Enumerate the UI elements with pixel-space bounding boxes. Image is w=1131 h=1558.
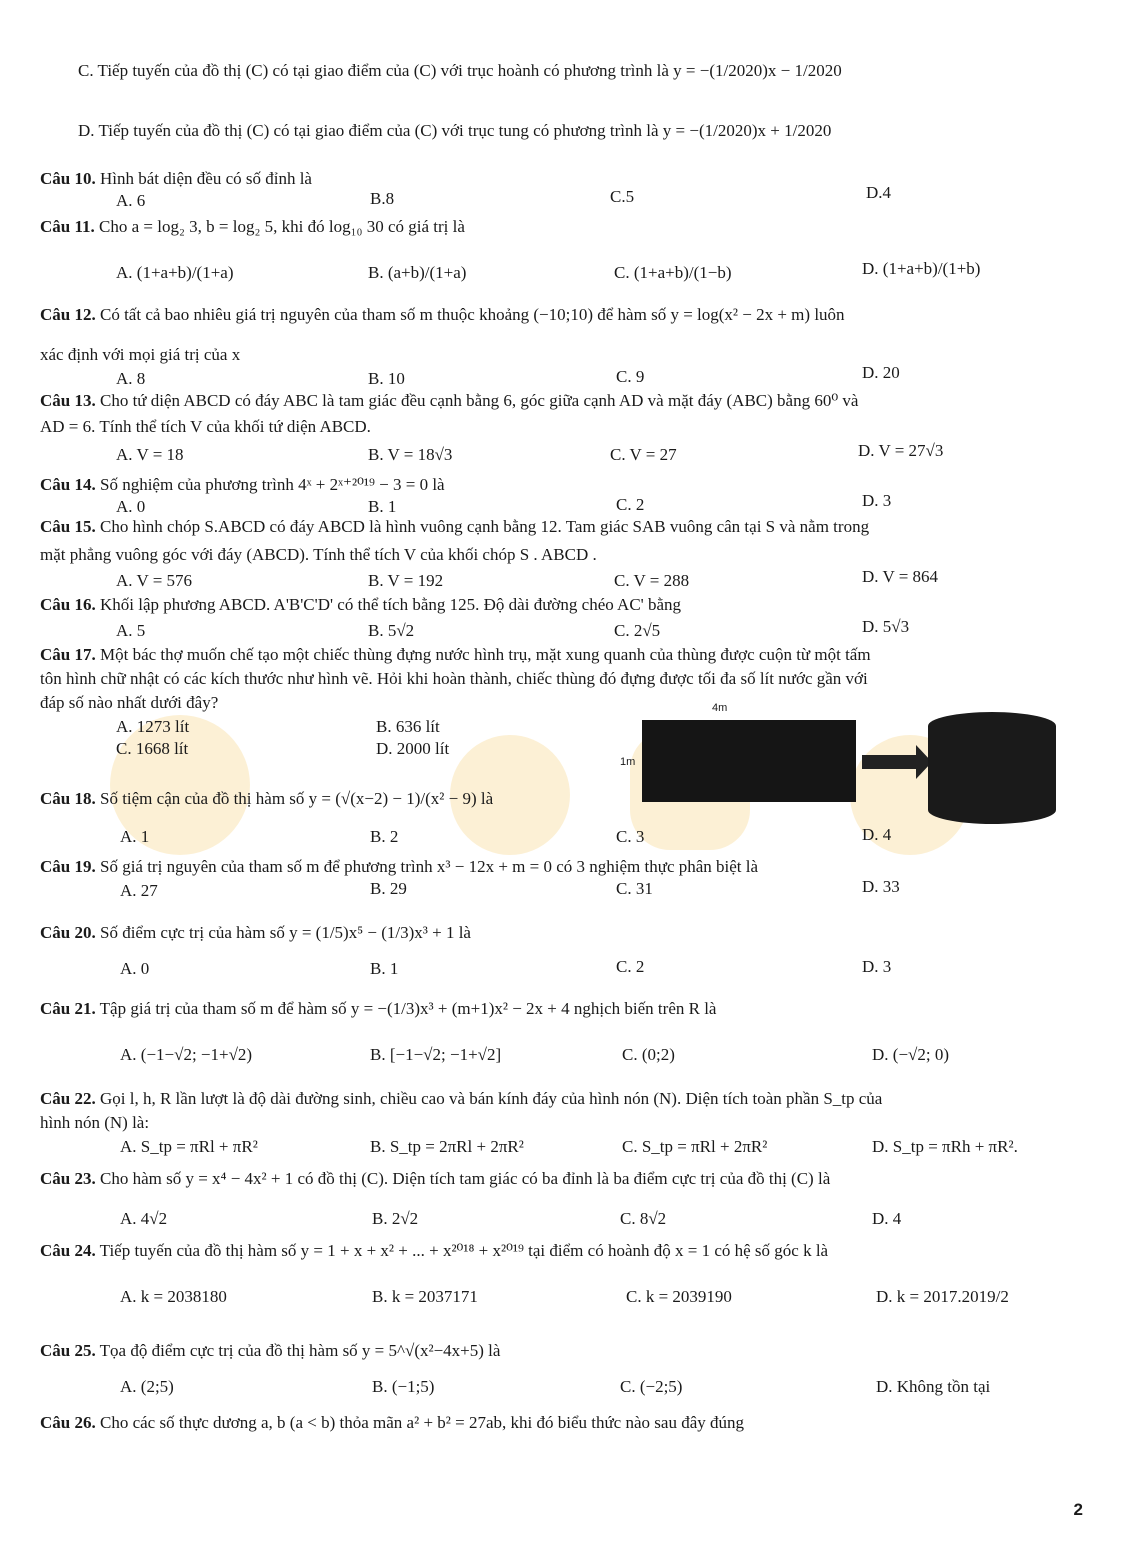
question-22-line-2: hình nón (N) là: xyxy=(40,1113,150,1132)
question-25: Câu 25. Tọa độ điểm cực trị của đồ thị hàm số y = 5^√(x²−4x+5) là xyxy=(40,1341,501,1360)
q16-option-d: D. 5√3 xyxy=(862,617,910,636)
question-14: Câu 14. Số nghiệm của phương trình 4ˣ + 2ˣ⁺²⁰¹⁹ − 3 = 0 là xyxy=(40,475,445,494)
question-number: Câu 25. xyxy=(40,1341,96,1360)
q19-option-c: C. 31 xyxy=(616,879,653,898)
question-number: Câu 23. xyxy=(40,1169,96,1188)
question-number: Câu 11. xyxy=(40,217,95,236)
question-13-line-2: AD = 6. Tính thể tích V của khối tứ diện ABCD. xyxy=(40,417,371,436)
q23-option-c: C. 8√2 xyxy=(620,1209,667,1228)
q10-option-b: B.8 xyxy=(370,189,395,208)
q12-option-a: A. 8 xyxy=(116,369,146,388)
question-number: Câu 22. xyxy=(40,1089,96,1108)
q18-option-c: C. 3 xyxy=(616,827,645,846)
question-21: Câu 21. Tập giá trị của tham số m để hàm số y = −(1/3)x³ + (m+1)x² − 2x + 4 nghịch biến trên R là xyxy=(40,999,717,1018)
q22-option-b: B. S_tp = 2πRl + 2πR² xyxy=(370,1137,524,1156)
question-18: Câu 18. Số tiệm cận của đồ thị hàm số y = (√(x−2) − 1)/(x² − 9) là xyxy=(40,789,494,808)
q24-option-d: D. k = 2017.2019/2 xyxy=(876,1287,1009,1306)
figure-height-label: 1m xyxy=(620,756,636,768)
q13-option-a: A. V = 18 xyxy=(116,445,184,464)
q20-option-b: B. 1 xyxy=(370,959,399,978)
q11-option-d: D. (1+a+b)/(1+b) xyxy=(862,259,981,278)
question-15-line-2: mặt phẳng vuông góc với đáy (ABCD). Tính thể tích V của khối chóp S . ABCD . xyxy=(40,545,597,564)
q14-option-a: A. 0 xyxy=(116,497,146,516)
q24-option-a: A. k = 2038180 xyxy=(120,1287,227,1306)
question-13-line-1: Câu 13. Cho tứ diện ABCD có đáy ABC là tam giác đều cạnh bằng 6, góc giữa cạnh AD và mặt đáy (ABC) bằng 60⁰ và xyxy=(40,391,859,410)
q14-option-b: B. 1 xyxy=(368,497,397,516)
q10-option-d: D.4 xyxy=(866,183,892,202)
q19-option-a: A. 27 xyxy=(120,881,158,900)
question-11: Câu 11. Cho a = log₂ 3, b = log₂ 5, khi đó log₁₀ 30 có giá trị là xyxy=(40,217,465,236)
q25-option-c: C. (−2;5) xyxy=(620,1377,683,1396)
q17-option-b: B. 636 lít xyxy=(376,717,440,736)
q12-option-d: D. 20 xyxy=(862,363,900,382)
q22-option-a: A. S_tp = πRl + πR² xyxy=(120,1137,258,1156)
q22-option-d: D. S_tp = πRh + πR². xyxy=(872,1137,1018,1156)
q10-option-c: C.5 xyxy=(610,187,635,206)
question-19: Câu 19. Số giá trị nguyên của tham số m để phương trình x³ − 12x + m = 0 có 3 nghiệm thực phân biệt là xyxy=(40,857,759,876)
question-26: Câu 26. Cho các số thực dương a, b (a < b) thỏa mãn a² + b² = 27ab, khi đó biểu thức nào sau đây đúng xyxy=(40,1413,744,1432)
cylinder-tank xyxy=(928,712,1056,824)
question-17-line-3: đáp số nào nhất dưới đây? xyxy=(40,693,219,712)
q25-option-a: A. (2;5) xyxy=(120,1377,174,1396)
question-12-line-2: xác định với mọi giá trị của x xyxy=(40,345,241,364)
q14-option-c: C. 2 xyxy=(616,495,645,514)
question-17-line-1: Câu 17. Một bác thợ muốn chế tạo một chiếc thùng đựng nước hình trụ, mặt xung quanh của thùng được cuộn từ một tấm xyxy=(40,645,871,664)
q16-option-b: B. 5√2 xyxy=(368,621,415,640)
question-number: Câu 15. xyxy=(40,517,96,536)
question-17-line-2: tôn hình chữ nhật có các kích thước như hình vẽ. Hỏi khi hoàn thành, chiếc thùng đó đựng được tối đa số lít nước gần với xyxy=(40,669,868,688)
watermark-logo xyxy=(90,700,1050,870)
question-number: Câu 21. xyxy=(40,999,96,1018)
q12-option-c: C. 9 xyxy=(616,367,645,386)
q19-option-d: D. 33 xyxy=(862,877,900,896)
question-number: Câu 20. xyxy=(40,923,96,942)
question-number: Câu 24. xyxy=(40,1241,96,1260)
q21-option-c: C. (0;2) xyxy=(622,1045,675,1064)
question-number: Câu 18. xyxy=(40,789,96,808)
question-10: Câu 10. Hình bát diện đều có số đỉnh là xyxy=(40,169,312,188)
q13-option-b: B. V = 18√3 xyxy=(368,445,453,464)
q19-option-b: B. 29 xyxy=(370,879,407,898)
question-16: Câu 16. Khối lập phương ABCD. A'B'C'D' có thể tích bằng 125. Độ dài đường chéo AC' bằng xyxy=(40,595,682,614)
q20-option-c: C. 2 xyxy=(616,957,645,976)
question-22-line-1: Câu 22. Gọi l, h, R lần lượt là độ dài đường sinh, chiều cao và bán kính đáy của hình nón (N). Diện tích toàn phần S_tp của xyxy=(40,1089,883,1108)
question-number: Câu 19. xyxy=(40,857,96,876)
question-number: Câu 14. xyxy=(40,475,96,494)
q11-option-b: B. (a+b)/(1+a) xyxy=(368,263,467,282)
question-20: Câu 20. Số điểm cực trị của hàm số y = (1/5)x⁵ − (1/3)x³ + 1 là xyxy=(40,923,471,942)
q11-option-a: A. (1+a+b)/(1+a) xyxy=(116,263,234,282)
question-9-option-d: D. Tiếp tuyến của đồ thị (C) có tại giao điểm của (C) với trục tung có phương trình là y = −(1/2020)x + 1/2020 xyxy=(78,121,832,140)
q18-option-d: D. 4 xyxy=(862,825,892,844)
q15-option-a: A. V = 576 xyxy=(116,571,193,590)
q10-option-a: A. 6 xyxy=(116,191,146,210)
q11-option-c: C. (1+a+b)/(1−b) xyxy=(614,263,732,282)
q12-option-b: B. 10 xyxy=(368,369,405,388)
q17-option-d: D. 2000 lít xyxy=(376,739,450,758)
question-24: Câu 24. Tiếp tuyến của đồ thị hàm số y = 1 + x + x² + ... + x²⁰¹⁸ + x²⁰¹⁹ tại điểm có hoành độ x = 1 có hệ số góc k là xyxy=(40,1241,829,1260)
q20-option-d: D. 3 xyxy=(862,957,892,976)
q16-option-a: A. 5 xyxy=(116,621,146,640)
q15-option-b: B. V = 192 xyxy=(368,571,444,590)
question-15-line-1: Câu 15. Cho hình chóp S.ABCD có đáy ABCD là hình vuông cạnh bằng 12. Tam giác SAB vuông cân tại S và nằm trong xyxy=(40,517,870,536)
figure-width-label: 4m xyxy=(712,702,728,714)
metal-sheet-rectangle xyxy=(642,720,856,802)
q18-option-a: A. 1 xyxy=(120,827,150,846)
question-number: Câu 26. xyxy=(40,1413,96,1432)
question-12-line-1: Câu 12. Có tất cả bao nhiêu giá trị nguyên của tham số m thuộc khoảng (−10;10) để hàm số y = log(x² − 2x + m) luôn xyxy=(40,305,845,324)
question-number: Câu 13. xyxy=(40,391,96,410)
q23-option-d: D. 4 xyxy=(872,1209,902,1228)
q21-option-b: B. [−1−√2; −1+√2] xyxy=(370,1045,502,1064)
q21-option-a: A. (−1−√2; −1+√2) xyxy=(120,1045,253,1064)
question-number: Câu 10. xyxy=(40,169,96,188)
q14-option-d: D. 3 xyxy=(862,491,892,510)
question-number: Câu 12. xyxy=(40,305,96,324)
q23-option-a: A. 4√2 xyxy=(120,1209,168,1228)
q16-option-c: C. 2√5 xyxy=(614,621,661,640)
q24-option-b: B. k = 2037171 xyxy=(372,1287,478,1306)
q18-option-b: B. 2 xyxy=(370,827,399,846)
question-number: Câu 17. xyxy=(40,645,96,664)
q17-option-c: C. 1668 lít xyxy=(116,739,189,758)
q22-option-c: C. S_tp = πRl + 2πR² xyxy=(622,1137,768,1156)
q13-option-d: D. V = 27√3 xyxy=(858,441,944,460)
question-23: Câu 23. Cho hàm số y = x⁴ − 4x² + 1 có đồ thị (C). Diện tích tam giác có ba đỉnh là ba điểm cực trị của đồ thị (C) là xyxy=(40,1169,831,1188)
q15-option-c: C. V = 288 xyxy=(614,571,690,590)
q15-option-d: D. V = 864 xyxy=(862,567,939,586)
question-number: Câu 16. xyxy=(40,595,96,614)
arrow-right-icon xyxy=(862,755,918,769)
q17-option-a: A. 1273 lít xyxy=(116,717,190,736)
page-number: 2 xyxy=(1073,1500,1083,1519)
question-9-option-c: C. Tiếp tuyến của đồ thị (C) có tại giao điểm của (C) với trục hoành có phương trình là y = −(1/2020)x − 1/2020 xyxy=(78,61,842,80)
q25-option-b: B. (−1;5) xyxy=(372,1377,435,1396)
q25-option-d: D. Không tồn tại xyxy=(876,1377,991,1396)
q20-option-a: A. 0 xyxy=(120,959,150,978)
q23-option-b: B. 2√2 xyxy=(372,1209,419,1228)
q24-option-c: C. k = 2039190 xyxy=(626,1287,732,1306)
q13-option-c: C. V = 27 xyxy=(610,445,677,464)
q21-option-d: D. (−√2; 0) xyxy=(872,1045,949,1064)
